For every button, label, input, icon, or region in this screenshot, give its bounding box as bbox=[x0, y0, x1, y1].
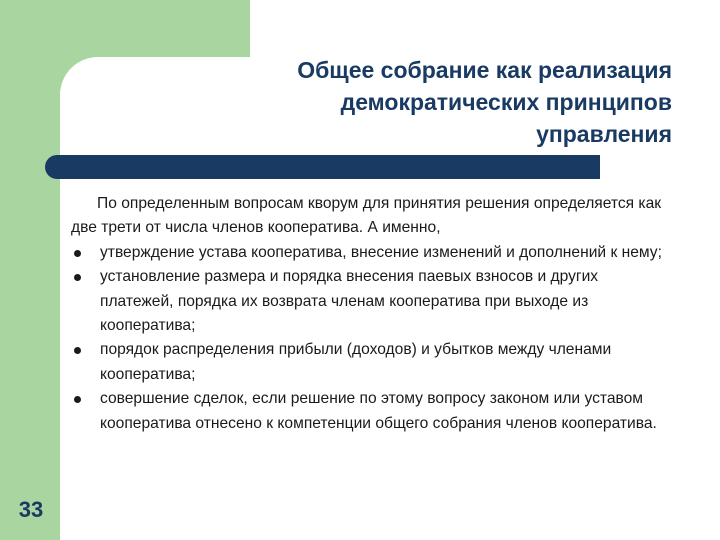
left-decor-band bbox=[0, 0, 60, 540]
bullet-list bbox=[71, 241, 671, 436]
intro-paragraph: По определенным вопросам кворум для принятия решения определяется как две трети от числа членов кооператива. А именно, bbox=[71, 195, 662, 237]
title-line-2: демократических принципов bbox=[340, 89, 672, 115]
bullet-dot-icon bbox=[74, 347, 81, 354]
bullet-text: порядок распределения прибыли (доходов) и убытков между членами кооператива; bbox=[100, 341, 612, 383]
list-item bbox=[71, 338, 671, 387]
title-line-1: Общее собрание как реализация bbox=[297, 57, 672, 83]
bullet-text: совершение сделок, если решение по этому вопросу законом или уставом кооператива отнесено к компетенции общего собрания членов кооператива. bbox=[100, 390, 657, 432]
list-item bbox=[71, 387, 671, 436]
bullet-text: установление размера и порядка внесения паевых взносов и других платежей, порядка их возврата членам кооператива при выходе из кооператива; bbox=[100, 268, 599, 335]
bullet-dot-icon bbox=[74, 274, 81, 281]
page-number: 33 bbox=[18, 497, 44, 522]
slide-body bbox=[71, 192, 671, 436]
bullet-text: утверждение устава кооператива, внесение изменений и дополнений к нему; bbox=[100, 243, 662, 261]
list-item bbox=[71, 241, 671, 265]
title-line-3: управления bbox=[536, 121, 672, 147]
bullet-dot-icon bbox=[74, 250, 81, 257]
bullet-dot-icon bbox=[74, 396, 81, 403]
list-item bbox=[71, 265, 671, 338]
title-underline-bar bbox=[45, 155, 600, 179]
slide-title bbox=[152, 54, 672, 150]
